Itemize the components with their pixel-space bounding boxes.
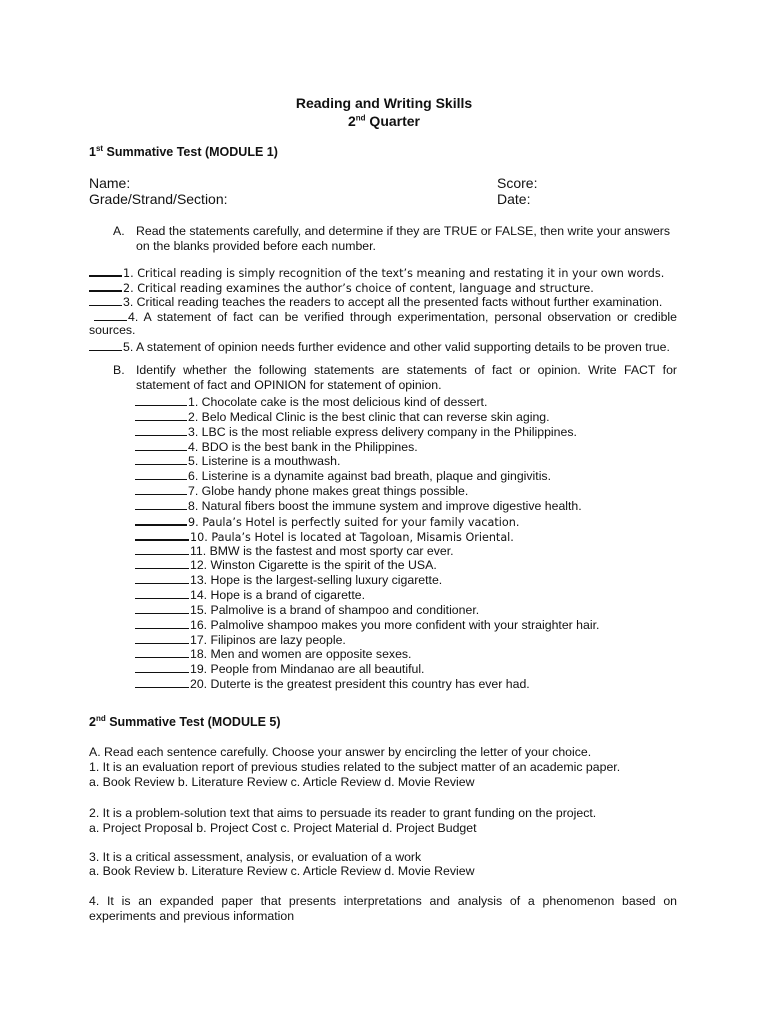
partB-item-text: 8. Natural fibers boost the immune system and improve digestive health. [188, 498, 582, 513]
partA-item: 2. Critical reading examines the author’s choice of content, language and structure. [89, 278, 594, 296]
partB-item-text: 19. People from Mindanao are all beautiful. [190, 662, 425, 677]
answer-blank[interactable] [135, 571, 189, 584]
answer-blank[interactable] [135, 423, 187, 436]
question-3: 3. It is a critical assessment, analysis, or evaluation of a work [89, 850, 422, 864]
question-1: 1. It is an evaluation report of previous studies related to the subject matter of an academic paper. [89, 760, 621, 774]
partB-item-text: 2. Belo Medical Clinic is the best clinic that can reverse skin aging. [188, 409, 550, 424]
answer-blank[interactable] [135, 645, 189, 658]
partA-item: 4. A statement of fact can be verified through experimentation, personal observation or credible [89, 308, 677, 325]
test1-heading: 1st Summative Test (MODULE 1) [89, 143, 278, 159]
answer-blank[interactable] [135, 556, 189, 569]
partB-item-text: 15. Palmolive is a brand of shampoo and conditioner. [190, 602, 480, 617]
question-2: 2. It is a problem-solution text that aims to persuade its reader to grant funding on the project. [89, 806, 597, 820]
partB-item-text: 7. Globe handy phone makes great things possible. [188, 484, 469, 499]
partB-item [135, 675, 530, 692]
partB-item-text: 11. BMW is the fastest and most sporty car ever. [190, 543, 454, 558]
answer-blank[interactable] [135, 467, 187, 480]
partB-item-text: 6. Listerine is a dynamite against bad breath, plaque and gingivitis. [188, 469, 551, 484]
partA-item: 5. A statement of opinion needs further evidence and other valid supporting details to be proven true. [89, 338, 670, 355]
answer-blank[interactable] [135, 497, 187, 510]
test2-heading: 2nd Summative Test (MODULE 5) [89, 713, 281, 729]
partB-item-text: 9. Paula’s Hotel is perfectly suited for your family vacation. [188, 515, 520, 529]
partB-item-text: 3. LBC is the most reliable express delivery company in the Philippines. [188, 424, 577, 439]
partB-item-text: 13. Hope is the largest-selling luxury cigarette. [190, 573, 443, 588]
question-4-cont: experiments and previous information [89, 909, 295, 923]
question-3-choices: a. Book Review b. Literature Review c. Article Review d. Movie Review [89, 864, 475, 878]
partB-item-text: 17. Filipinos are lazy people. [190, 632, 346, 647]
answer-blank[interactable] [135, 482, 187, 495]
answer-blank[interactable] [135, 408, 187, 421]
partB-item-text: 1. Chocolate cake is the most delicious kind of dessert. [188, 395, 488, 409]
document-title: Reading and Writing Skills [295, 95, 473, 111]
partB-item-text: 4. BDO is the best bank in the Philippines. [188, 439, 418, 454]
question-1-choices: a. Book Review b. Literature Review c. Article Review d. Movie Review [89, 775, 475, 789]
partB-item-text: 16. Palmolive shampoo makes you more confident with your straighter hair. [190, 617, 600, 632]
partB-item-text: 12. Winston Cigarette is the spirit of the USA. [190, 558, 437, 573]
quarter-heading: 2nd Quarter [347, 113, 421, 129]
partB-item-text: 18. Men and women are opposite sexes. [190, 647, 412, 662]
answer-blank[interactable] [135, 542, 189, 555]
partB-item-text: 14. Hope is a brand of cigarette. [190, 588, 365, 603]
partA-item: 3. Critical reading teaches the readers to accept all the presented facts without further examination. [89, 293, 662, 310]
name-field-label: Name: [89, 175, 131, 191]
partB-letter: B. [113, 363, 125, 377]
answer-blank[interactable] [135, 631, 189, 644]
answer-blank[interactable] [135, 660, 189, 673]
score-field-label: Score: [497, 175, 538, 191]
grade-field-label: Grade/Strand/Section: [89, 191, 228, 207]
answer-blank[interactable] [135, 452, 187, 465]
partB-item-text: 10. Paula’s Hotel is located at Tagoloan, Misamis Oriental. [190, 530, 514, 544]
question-2-choices: a. Project Proposal b. Project Cost c. Project Material d. Project Budget [89, 821, 477, 835]
date-field-label: Date: [497, 191, 531, 207]
partA-item-cont: sources. [89, 323, 136, 337]
answer-blank[interactable] [135, 393, 187, 406]
partA-letter: A. [113, 224, 125, 238]
partB-instruction-cont: statement of fact and OPINION for statement of opinion. [136, 378, 442, 392]
test2-instruction: A. Read each sentence carefully. Choose your answer by encircling the letter of your choice. [89, 745, 592, 759]
partA-instruction: Read the statements carefully, and determine if they are TRUE or FALSE, then write your answers [136, 224, 671, 238]
answer-blank[interactable] [135, 512, 187, 526]
partA-item: 1. Critical reading is simply recognition of the text’s meaning and restating it in your own words. [89, 263, 664, 281]
partB-item-text: 20. Duterte is the greatest president this country has ever had. [190, 677, 530, 692]
answer-blank[interactable] [135, 601, 189, 614]
answer-blank[interactable] [135, 438, 187, 451]
answer-blank[interactable] [135, 616, 189, 629]
partA-instruction-cont: on the blanks provided before each number. [136, 239, 376, 253]
answer-blank[interactable] [135, 675, 189, 688]
answer-blank[interactable] [135, 586, 189, 599]
partB-instruction: Identify whether the following statements are statements of fact or opinion. Write FACT for [136, 363, 677, 377]
partB-item-text: 5. Listerine is a mouthwash. [188, 454, 341, 469]
answer-blank[interactable] [135, 527, 189, 541]
question-4: 4. It is an expanded paper that presents interpretations and analysis of a phenomenon based on [89, 894, 677, 908]
